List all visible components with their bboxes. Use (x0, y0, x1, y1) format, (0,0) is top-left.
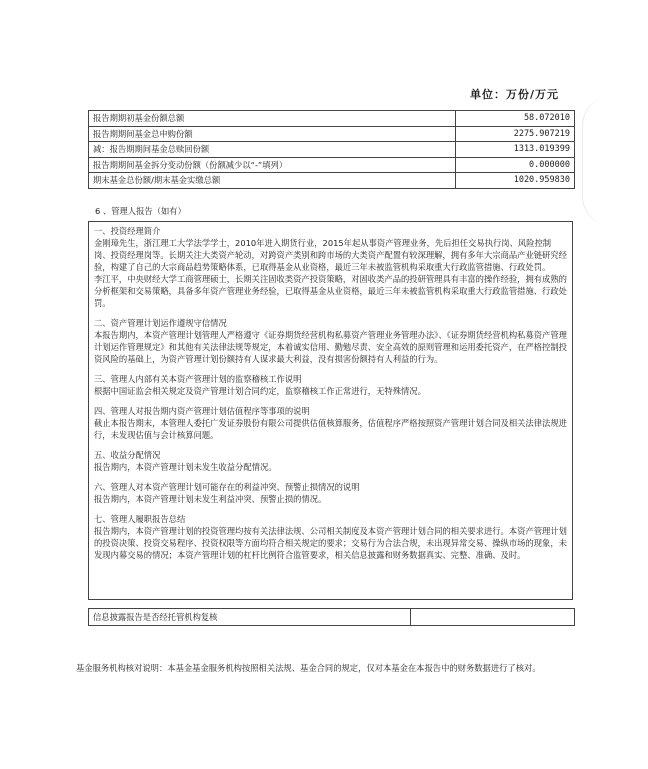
report-body: 本报告期内，本资产管理计划管理人严格遵守《证券期货经营机构私募资产管理业务管理办法》、《证券期货经营机构私募资产管理计划运作管理规定》和其他有关法律法规等规定，本着诚实信用、勤勉尽责、安全高效的原则管理和运用委托资产，在严格控制投资风险的基础上，为资产管理计划份额持有人谋求最大利益，没有损害份额持有人利益的行为。 (94, 330, 567, 364)
review-value (411, 609, 575, 626)
report-block (94, 317, 567, 365)
report-body: 金刚璋先生，浙江理工大学法学学士，2010年进入期货行业，2015年起从事资产管理业务，先后担任交易执行岗、风险控制岗、投资经理岗等。长期关注大类资产轮动，对跨资产类别和跨市场的大类资产配置有较深理解，拥有多年大宗商品产业链研究经验，构建了自己的大宗商品趋势策略体系，已取得基金从业资格，最近三年未被监管机构采取重大行政监管措施、行政处罚。 李江平，中央财经大学工商管理硕士，长期关注固收类资产投资策略，对固收类产品的投研管理具有丰富的操作经验，拥有成熟的分析框架和交易策略，具备多年资产管理业务经验，已取得基金从业资格，最近三年未被监管机构采取重大行政监管措施、行政处罚。 (94, 238, 567, 308)
report-heading: 七、管理人履职报告总结 (94, 514, 186, 524)
review-label: 信息披露报告是否经托管机构复核 (89, 609, 411, 626)
report-block (94, 405, 567, 441)
report-body: 报告期内，本资产管理计划未发生利益冲突、预警止损的情况。 (94, 494, 327, 504)
table-row (89, 173, 575, 189)
report-block (94, 513, 567, 561)
report-block (94, 481, 567, 505)
report-heading: 五、收益分配情况 (94, 450, 161, 460)
row-value: 58.072010 (456, 111, 575, 127)
report-body: 报告期内，本资产管理计划未发生收益分配情况。 (94, 462, 277, 472)
unit-label: 单位：万份/万元 (470, 88, 560, 101)
row-label: 报告期期间基金总申购份额 (89, 126, 456, 142)
table-row (89, 111, 575, 127)
table-row (89, 157, 575, 173)
row-value: 1020.959830 (456, 173, 575, 189)
report-block (94, 225, 567, 309)
report-heading: 六、管理人对本资产管理计划可能存在的利益冲突、预警止损情况的说明 (94, 482, 360, 492)
service-agency-note: 基金服务机构核对说明：本基金基金服务机构按照相关法规、基金合同的规定，仅对本基金在本报告中的财务数据进行了核对。 (76, 663, 541, 673)
seal-stamp-mark (582, 96, 635, 226)
report-heading: 二、资产管理计划运作遵规守信情况 (94, 318, 227, 328)
report-body: 根据中国证监会相关规定及资产管理计划合同约定，监察稽核工作正常进行，无特殊情况。 (94, 386, 426, 396)
row-label: 报告期期初基金份额总额 (89, 111, 456, 127)
manager-report-box (88, 221, 573, 600)
table-row (89, 142, 575, 158)
table-row (89, 609, 575, 626)
row-label: 报告期期间基金拆分变动份额（份额减少以“-”填列） (89, 157, 456, 173)
custodian-review-table (88, 608, 575, 626)
fund-shares-table (88, 110, 575, 189)
section-6-title: 6 、管理人报告（如有） (95, 206, 186, 216)
row-value: 2275.907219 (456, 126, 575, 142)
report-heading: 一、投资经理简介 (94, 226, 161, 236)
row-label: 减：报告期期间基金总赎回份额 (89, 142, 456, 158)
row-label: 期末基金总份额/期末基金实缴总额 (89, 173, 456, 189)
report-heading: 四、管理人对报告期内资产管理计划估值程序等事项的说明 (94, 406, 310, 416)
row-value: 1313.019399 (456, 142, 575, 158)
report-heading: 三、管理人内部有关本资产管理计划的监察稽核工作说明 (94, 374, 302, 384)
report-body: 报告期内，本资产管理计划的投资管理均按有关法律法规、公司相关制度及本资产管理计划合同的相关要求进行。本资产管理计划的投资决策、投资交易程序、投资权限等方面均符合相关规定的要求；交易行为合法合规，未出现异常交易、操纵市场的现象，未发现内幕交易的情况；本资产管理计划的杠杆比例符合监管要求，相关信息披露和财务数据真实、完整、准确、及时。 (94, 526, 567, 560)
row-value: 0.000000 (456, 157, 575, 173)
report-body: 截止本报告期末，本管理人委托广发证券股份有限公司提供估值核算服务，估值程序严格按照资产管理计划合同及相关法律法规进行，未发现估值与会计核算问题。 (94, 418, 567, 440)
table-row (89, 126, 575, 142)
report-block (94, 373, 567, 397)
report-block (94, 449, 567, 473)
